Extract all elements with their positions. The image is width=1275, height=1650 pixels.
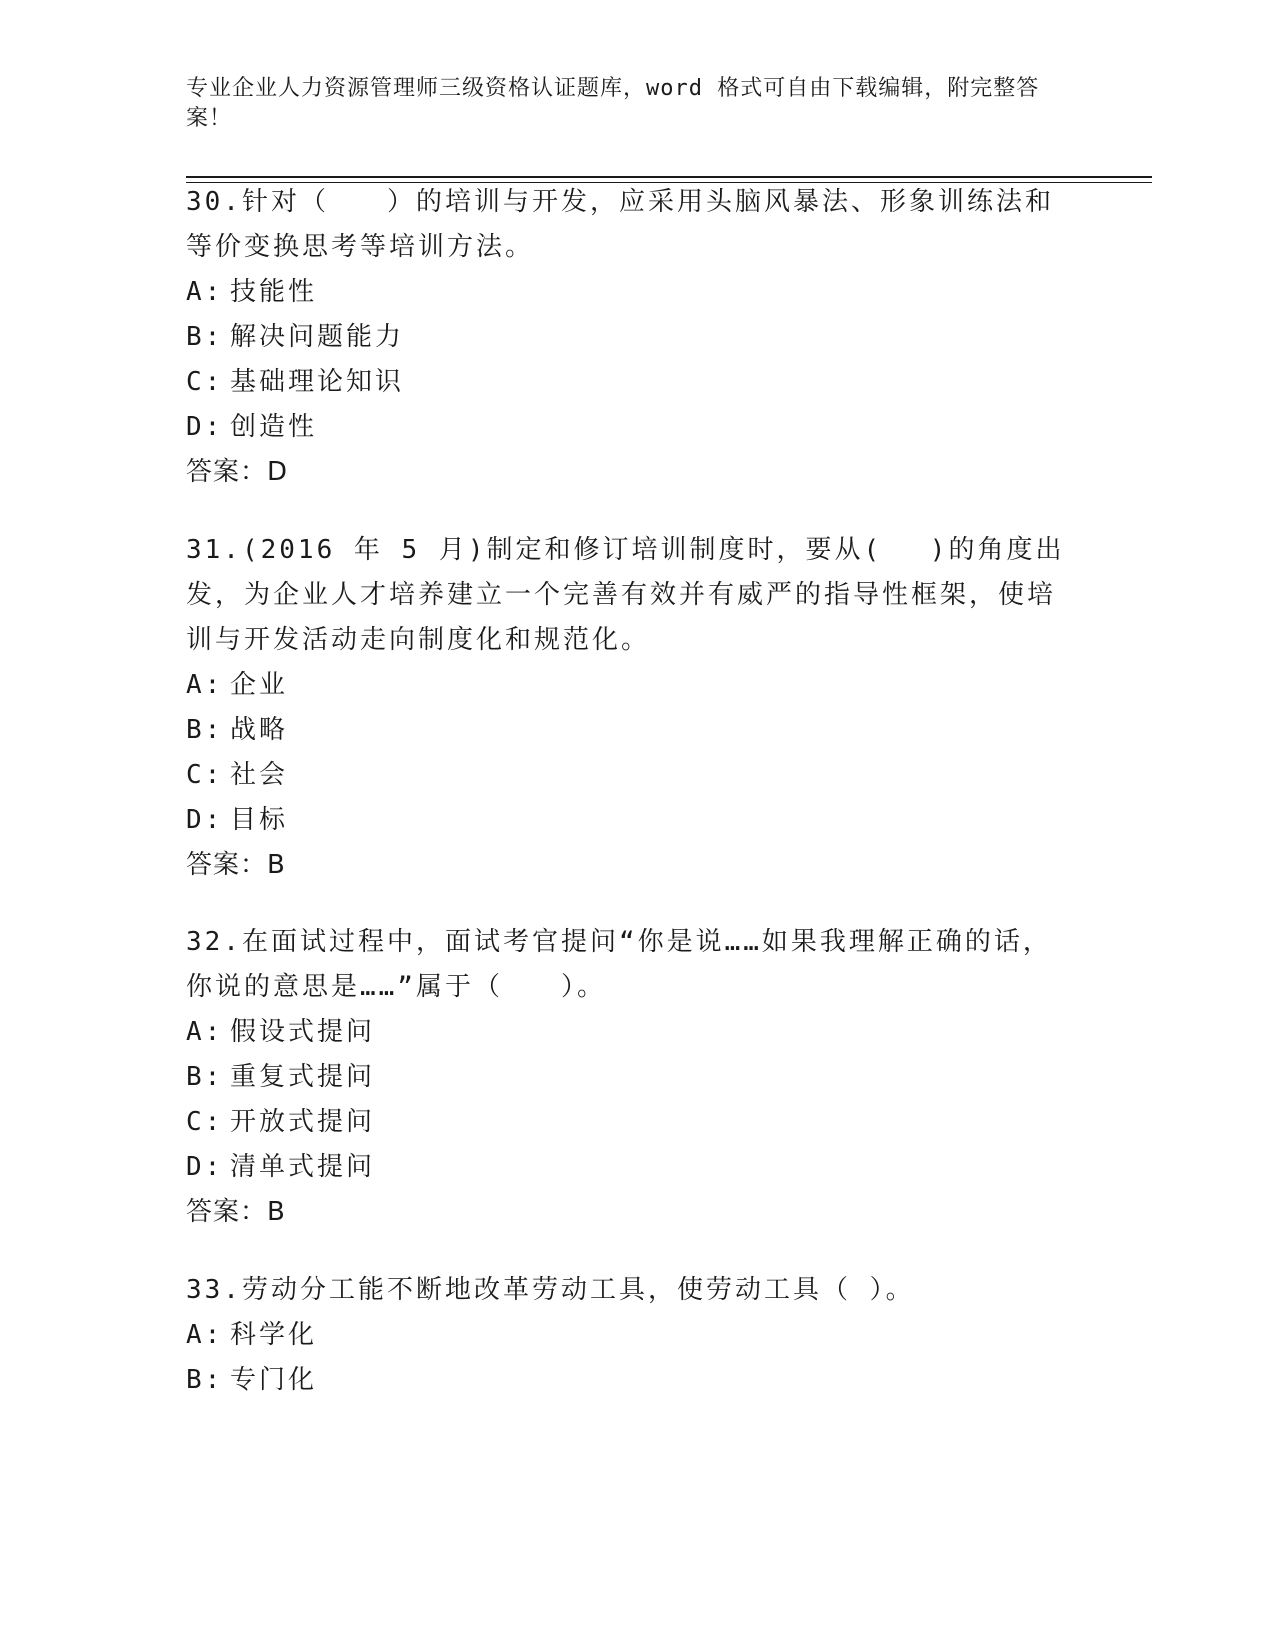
- option-d: [186, 405, 1066, 450]
- question-31: [186, 528, 1066, 888]
- option-text: 企业: [230, 670, 289, 700]
- option-b: [186, 315, 1066, 360]
- option-letter: B:: [186, 1365, 224, 1395]
- document-header: 专业企业人力资源管理师三级资格认证题库，word 格式可自由下载编辑，附完整答案！: [186, 76, 1040, 131]
- option-b: [186, 1358, 1066, 1403]
- question-30: [186, 180, 1066, 495]
- option-c: [186, 1100, 1066, 1145]
- option-text: 目标: [230, 805, 289, 835]
- option-a: [186, 1313, 1066, 1358]
- option-letter: C:: [186, 367, 224, 397]
- option-d: [186, 798, 1066, 843]
- option-letter: A:: [186, 1017, 224, 1047]
- option-letter: A:: [186, 670, 224, 700]
- option-b: [186, 1055, 1066, 1100]
- option-text: 基础理论知识: [230, 367, 405, 397]
- option-text: 开放式提问: [230, 1107, 376, 1137]
- question-stem: 33.劳动分工能不断地改革劳动工具，使劳动工具（ ）。: [186, 1275, 915, 1305]
- option-text: 技能性: [230, 277, 318, 307]
- option-letter: B:: [186, 1062, 224, 1092]
- option-letter: D:: [186, 805, 224, 835]
- option-letter: A:: [186, 277, 224, 307]
- option-letter: C:: [186, 760, 224, 790]
- option-letter: D:: [186, 1152, 224, 1182]
- option-d: [186, 1145, 1066, 1190]
- option-a: [186, 1010, 1066, 1055]
- option-letter: B:: [186, 715, 224, 745]
- option-text: 专门化: [230, 1365, 318, 1395]
- option-text: 重复式提问: [230, 1062, 376, 1092]
- option-letter: B:: [186, 322, 224, 352]
- question-stem: 32.在面试过程中，面试考官提问“你是说……如果我理解正确的话，你说的意思是……”属于（ ）。: [186, 927, 1052, 1002]
- question-stem: 30.针对（ ）的培训与开发，应采用头脑风暴法、形象训练法和等价变换思考等培训方法。: [186, 187, 1054, 262]
- question-stem: 31.(2016 年 5 月)制定和修订培训制度时，要从( )的角度出发，为企业人才培养建立一个完善有效并有威严的指导性框架，使培训与开发活动走向制度化和规范化。: [186, 535, 1065, 655]
- answer-line: 答案：D: [186, 457, 289, 487]
- option-c: [186, 753, 1066, 798]
- option-a: [186, 663, 1066, 708]
- option-letter: A:: [186, 1320, 224, 1350]
- option-letter: C:: [186, 1107, 224, 1137]
- answer-line: 答案：B: [186, 1197, 286, 1227]
- option-text: 社会: [230, 760, 289, 790]
- option-text: 清单式提问: [230, 1152, 376, 1182]
- option-text: 科学化: [230, 1320, 318, 1350]
- option-letter: D:: [186, 412, 224, 442]
- option-c: [186, 360, 1066, 405]
- question-32: [186, 920, 1066, 1235]
- option-text: 创造性: [230, 412, 318, 442]
- option-text: 假设式提问: [230, 1017, 376, 1047]
- option-b: [186, 708, 1066, 753]
- answer-line: 答案：B: [186, 850, 286, 880]
- question-33: [186, 1268, 1066, 1403]
- option-a: [186, 270, 1066, 315]
- divider-thick-line: [186, 176, 1152, 178]
- option-text: 解决问题能力: [230, 322, 405, 352]
- option-text: 战略: [230, 715, 289, 745]
